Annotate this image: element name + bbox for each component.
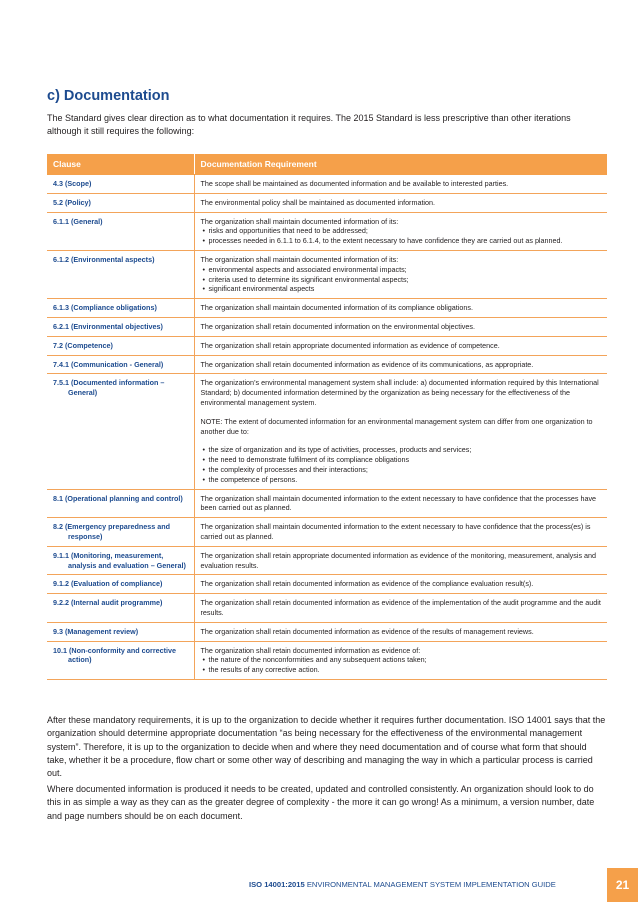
requirement-text: The organization shall retain documented information as evidence of:: [200, 645, 421, 655]
table-header-row: [47, 154, 607, 175]
footer-title: ENVIRONMENTAL MANAGEMENT SYSTEM IMPLEMENTATION GUIDE: [306, 880, 556, 889]
clause-cell: [47, 193, 194, 212]
requirement-bullet: • criteria used to determine its significant environmental aspects;: [201, 275, 604, 285]
clause-label: 10.1 (Non-conformity and corrective action): [53, 645, 177, 665]
footer-standard: ISO 14001:2015: [249, 880, 305, 889]
clause-cell: [47, 641, 194, 679]
clause-cell: [47, 489, 194, 518]
requirement-cell: [194, 299, 607, 318]
requirement-cell: [194, 489, 607, 518]
requirement-text: The organization shall maintain documented information to the extent necessary to have confidence that the process(es) is carried out as planned.: [200, 522, 591, 541]
table-row: [47, 594, 607, 623]
paragraph-control: Where documented information is produced it needs to be created, updated and controlled consistently. An organization should look to do this in as simple a way as they can as the greater degree of complexity - the more it can go wrong! As a minimum, a version number, date and page numbers should be on each document.: [47, 784, 595, 821]
requirement-cell: [194, 250, 607, 298]
clause-label: 7.5.1 (Documented information – General): [53, 378, 165, 398]
requirement-text: The organization shall retain documented information as evidence of the compliance evaluation result(s).: [200, 579, 534, 589]
requirement-cell: [194, 374, 607, 489]
clause-cell: [47, 575, 194, 594]
clause-label: 7.4.1 (Communication - General): [53, 359, 164, 369]
requirement-text: The organization shall maintain documented information of its compliance obligations.: [200, 303, 473, 313]
requirement-bullet: • risks and opportunities that need to be addressed;: [201, 226, 604, 236]
clause-label: 9.1.1 (Monitoring, measurement, analysis and evaluation – General): [53, 550, 186, 570]
requirement-cell: [194, 518, 607, 547]
requirement-cell: [194, 212, 607, 250]
clause-cell: [47, 336, 194, 355]
requirement-cell: [194, 355, 607, 374]
table-row: [47, 641, 607, 679]
requirement-cell: [194, 193, 607, 212]
requirement-bullet: • significant environmental aspects: [201, 284, 604, 294]
clause-cell: [47, 299, 194, 318]
page-footer: [249, 880, 556, 889]
table-row: [47, 489, 607, 518]
table-row: [47, 336, 607, 355]
clause-label: 4.3 (Scope): [53, 179, 92, 188]
header-clause: Clause: [47, 154, 194, 175]
clause-label: 9.3 (Management review): [53, 626, 139, 636]
requirement-bullet: • the competence of persons.: [201, 475, 604, 485]
requirement-text: The organization shall retain appropriate documented information as evidence of competence.: [200, 340, 500, 350]
clause-cell: [47, 317, 194, 336]
requirement-bullet-list: [201, 226, 604, 246]
clause-label: 6.1.3 (Compliance obligations): [53, 303, 157, 313]
table-row: [47, 374, 607, 489]
requirement-bullet: • the results of any corrective action.: [201, 665, 604, 675]
clause-cell: [47, 212, 194, 250]
section-heading: c) Documentation: [47, 88, 170, 104]
clause-label: 6.1.2 (Environmental aspects): [53, 254, 155, 264]
table-row: [47, 546, 607, 575]
clause-cell: [47, 594, 194, 623]
table-row: [47, 193, 607, 212]
clause-label: 6.2.1 (Environmental objectives): [53, 321, 163, 331]
requirement-bullet-list: [201, 655, 604, 675]
clause-label: 9.1.2 (Evaluation of compliance): [53, 579, 163, 589]
requirement-text: The organization shall maintain documented information of its:: [200, 254, 399, 264]
table-row: [47, 250, 607, 298]
clause-cell: [47, 374, 194, 489]
requirement-cell: [194, 336, 607, 355]
intro-paragraph: The Standard gives clear direction as to what documentation it requires. The 2015 Standard is less prescriptive than other iterations although it still requires the following:: [47, 113, 571, 136]
requirement-bullet: • processes needed in 6.1.1 to 6.1.4, to the extent necessary to have confidence they are carried out as planned.: [201, 236, 604, 246]
requirement-bullet-list: [201, 265, 604, 294]
requirement-text: The organization shall retain appropriate documented information as evidence of the monitoring, measurement, analysis and evaluation results.: [200, 550, 597, 570]
documentation-table: [47, 154, 607, 680]
clause-cell: [47, 546, 194, 575]
clause-cell: [47, 518, 194, 547]
clause-label: 8.2 (Emergency preparedness and response): [53, 522, 171, 541]
requirement-text: The scope shall be maintained as documented information and be available to interested parties.: [200, 179, 509, 188]
clause-label: 9.2.2 (Internal audit programme): [53, 598, 163, 608]
clause-label: 5.2 (Policy): [53, 197, 91, 207]
requirement-cell: [194, 575, 607, 594]
requirement-cell: [194, 317, 607, 336]
requirement-text: The organization shall retain documented information as evidence of the results of management reviews.: [200, 626, 534, 636]
requirement-text: The environmental policy shall be maintained as documented information.: [200, 197, 436, 207]
page-number-badge: 21: [607, 868, 638, 902]
requirement-text: The organization shall retain documented information as evidence of its communications, as appropriate.: [200, 359, 534, 369]
requirement-text: The organization shall retain documented information on the environmental objectives.: [200, 321, 475, 331]
table-row: [47, 355, 607, 374]
table-row: [47, 175, 607, 194]
requirement-bullet-list: [201, 445, 604, 484]
clause-cell: [47, 355, 194, 374]
table-row: [47, 622, 607, 641]
clause-label: 8.1 (Operational planning and control): [53, 493, 183, 503]
requirement-cell: [194, 622, 607, 641]
clause-cell: [47, 250, 194, 298]
paragraph-mandatory: After these mandatory requirements, it is up to the organization to decide whether it requires further documentation. ISO 14001 says that the organization should determine appropriate documentation “as being necessary for the effectiveness of the environmental management system”. Therefore, it is up to the organization to decide when and where they need documentation and of course what form that should take, whether it be a procedure, flow chart or some other way of describing and managing the way in which a particular process is carried out.: [47, 715, 606, 779]
requirement-cell: [194, 175, 607, 194]
table-row: [47, 575, 607, 594]
clause-label: 7.2 (Competence): [53, 340, 113, 350]
table-body: [47, 175, 607, 680]
clause-cell: [47, 175, 194, 194]
requirement-note: NOTE: The extent of documented information for an environmental management system can differ from one organization to another due to:: [200, 416, 593, 436]
requirement-text: The organization shall retain documented information as evidence of the implementation of the audit programme and the audit results.: [200, 598, 601, 617]
header-requirement: Documentation Requirement: [194, 154, 607, 175]
table-row: [47, 212, 607, 250]
table-row: [47, 317, 607, 336]
clause-cell: [47, 622, 194, 641]
requirement-text: The organization shall maintain documented information to the extent necessary to have confidence that the processes have been carried out as planned.: [200, 493, 597, 513]
table-row: [47, 518, 607, 547]
requirement-bullet: • the need to demonstrate fulfilment of its compliance obligations: [201, 455, 604, 465]
requirement-cell: [194, 546, 607, 575]
requirement-text: The organization shall maintain documented information of its:: [200, 216, 399, 226]
requirement-cell: [194, 641, 607, 679]
requirement-text: The organization’s environmental management system shall include: a) documented information required by this International Standard; b) documented information determined by the organization as being necessary for the effectiveness of the environmental management system.: [200, 378, 599, 407]
table-row: [47, 299, 607, 318]
requirement-cell: [194, 594, 607, 623]
requirement-bullet: • the complexity of processes and their interactions;: [201, 465, 604, 475]
requirement-bullet: • the nature of the nonconformities and any subsequent actions taken;: [201, 655, 604, 665]
requirement-bullet: • the size of organization and its type of activities, processes, products and services;: [201, 445, 604, 455]
clause-label: 6.1.1 (General): [53, 216, 103, 226]
requirement-bullet: • environmental aspects and associated environmental impacts;: [201, 265, 604, 275]
